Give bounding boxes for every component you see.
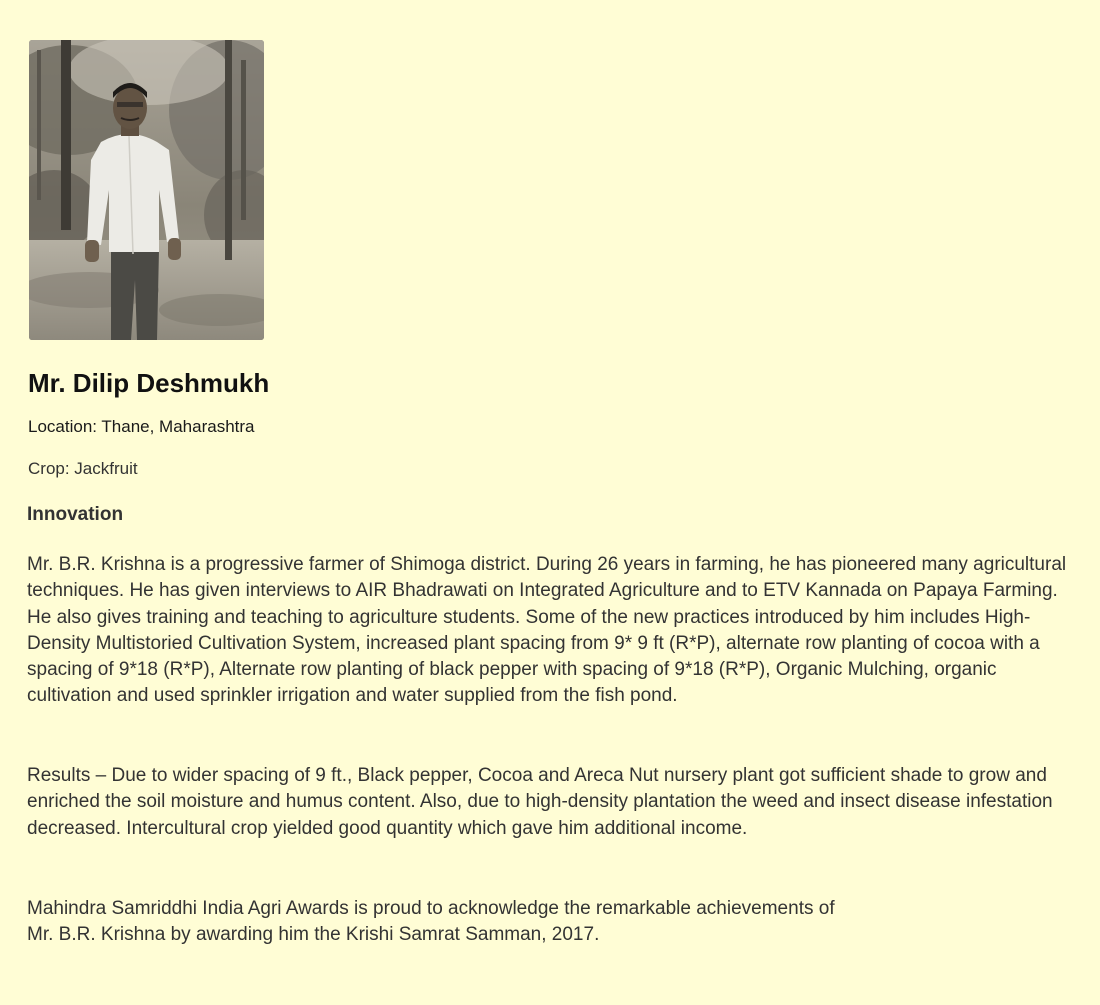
farmer-name: Mr. Dilip Deshmukh [28, 368, 270, 398]
award-paragraph [27, 896, 1077, 949]
award-line-1: Mahindra Samriddhi India Agri Awards is proud to acknowledge the remarkable achievements of [27, 898, 835, 919]
farmer-crop: Crop: Jackfruit [28, 459, 138, 478]
profile-photo [29, 40, 264, 340]
innovation-paragraph: Mr. B.R. Krishna is a progressive farmer of Shimoga district. During 26 years in farming, he has pioneered many agricultural techniques. He has given interviews to AIR Bhadrawati on Integrated Agriculture and to ETV Kannada on Papaya Farming. He also gives training and teaching to agriculture students. Some of the new practices introduced by him includes High-Density Multistoried Cultivation System, increased plant spacing from 9* 9 ft (R*P), alternate row planting of cocoa with a spacing of 9*18 (R*P), Alternate row planting of black pepper with spacing of 9*18 (R*P), Organic Mulching, organic cultivation and used sprinkler irrigation and water supplied from the fish pond. [27, 554, 1067, 707]
innovation-heading: Innovation [27, 504, 124, 525]
award-line-2: Mr. B.R. Krishna by awarding him the Krishi Samrat Samman, 2017. [27, 924, 600, 946]
farmer-location: Location: Thane, Maharashtra [28, 417, 255, 436]
results-paragraph: Results – Due to wider spacing of 9 ft., Black pepper, Cocoa and Areca Nut nursery plant got sufficient shade to grow and enriched the soil moisture and humus content. Also, due to high-density plantation the weed and insect disease infestation decreased. Intercultural crop yielded good quantity which gave him additional income. [27, 765, 1053, 839]
